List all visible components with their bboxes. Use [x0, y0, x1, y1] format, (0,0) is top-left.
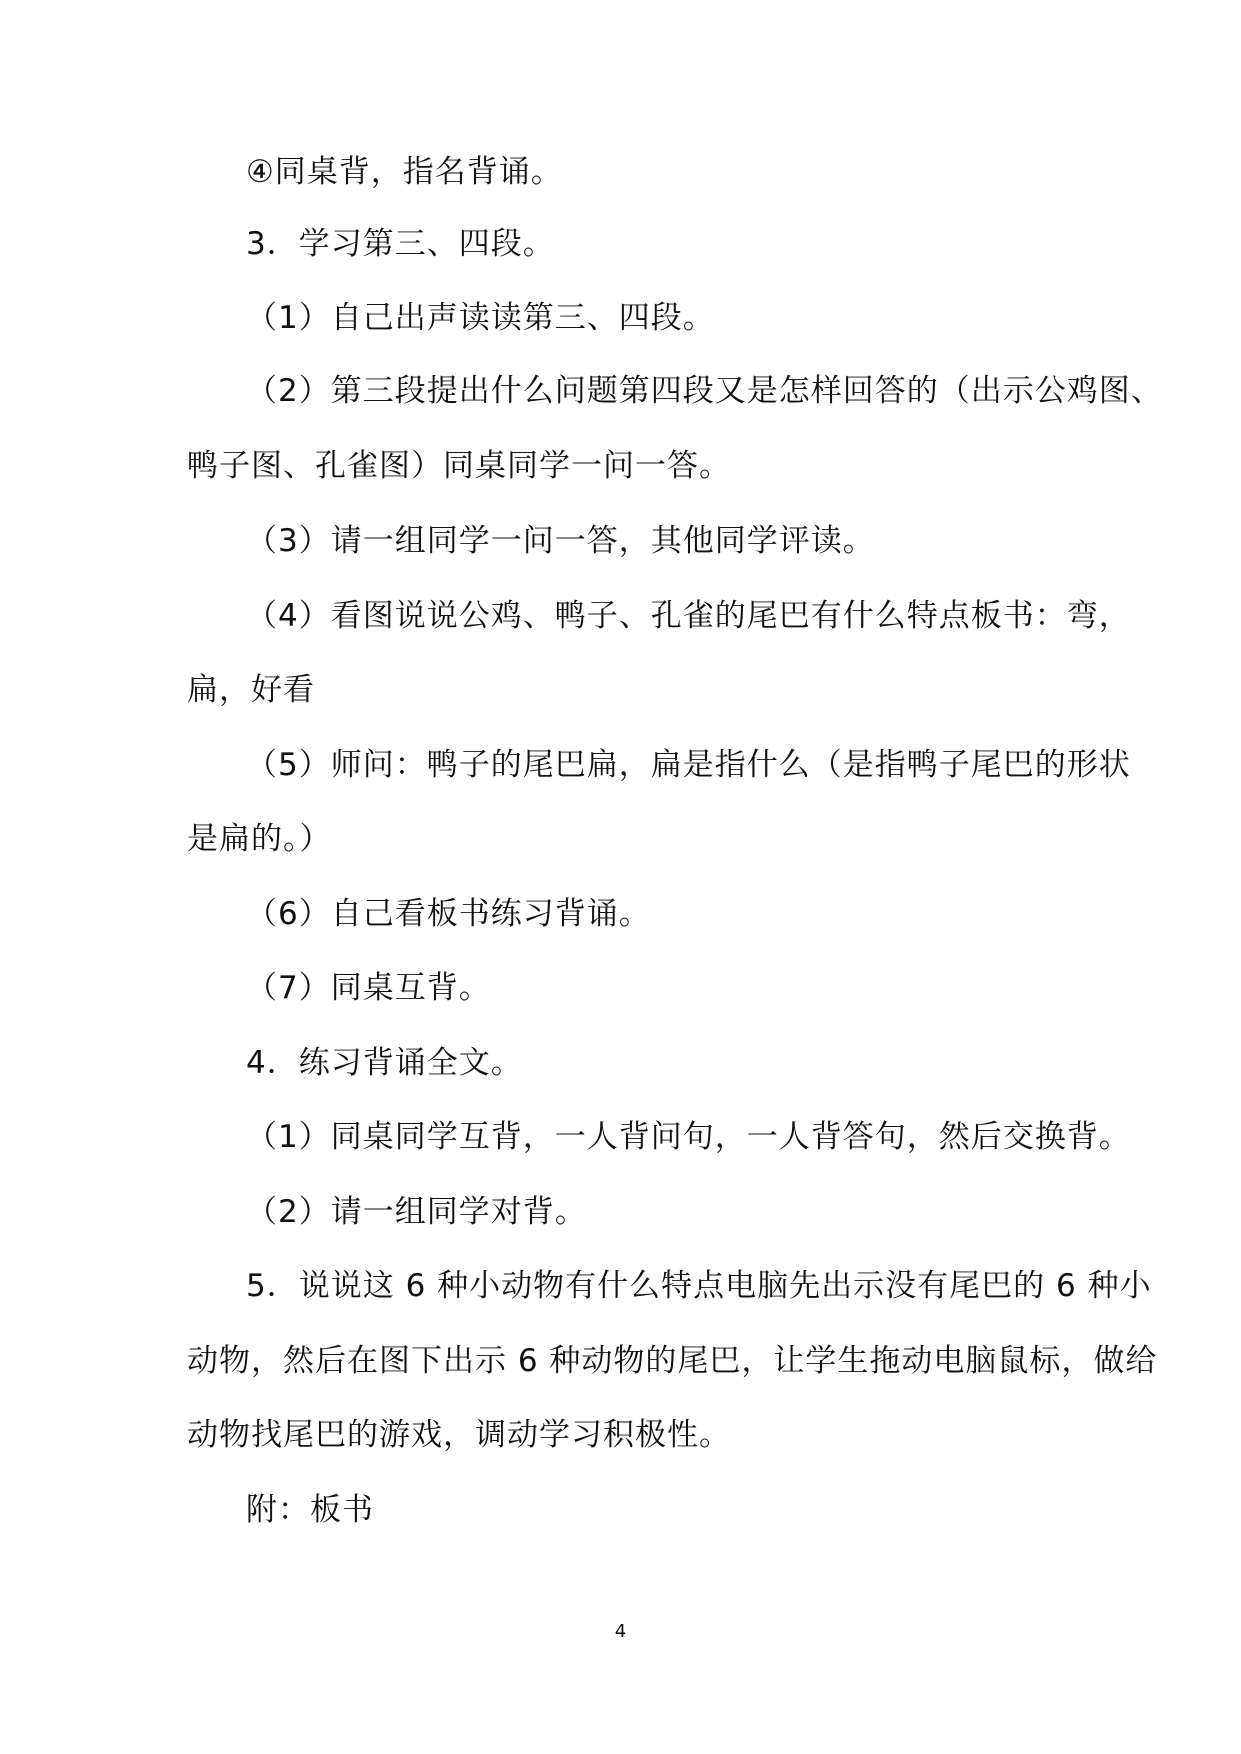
text-line-4: （2）第三段提出什么问题第四段又是怎样回答的（出示公鸡图、	[246, 373, 1163, 409]
text-line-6: （3）请一组同学一问一答，其他同学评读。	[246, 523, 875, 559]
text-line-9: （5）师问：鸭子的尾巴扁，扁是指什么（是指鸭子尾巴的形状	[246, 747, 1131, 783]
text-line-10: 是扁的。）	[187, 821, 332, 857]
text-line-13: 4．练习背诵全文。	[246, 1045, 523, 1081]
text-line-19: 附：板书	[246, 1492, 374, 1528]
text-line-1: ④同桌背，指名背诵。	[246, 154, 563, 190]
text-line-3: （1）自己出声读读第三、四段。	[246, 300, 715, 336]
text-line-5: 鸭子图、孔雀图）同桌同学一问一答。	[187, 448, 731, 484]
page-number: 4	[614, 1621, 627, 1642]
text-line-18: 动物找尾巴的游戏，调动学习积极性。	[187, 1417, 731, 1453]
text-line-8: 扁，好看	[187, 672, 315, 708]
text-line-16: 5．说说这 6 种小动物有什么特点电脑先出示没有尾巴的 6 种小	[246, 1268, 1152, 1304]
text-line-15: （2）请一组同学对背。	[246, 1194, 587, 1230]
text-line-17: 动物，然后在图下出示 6 种动物的尾巴，让学生拖动电脑鼠标，做给	[187, 1343, 1158, 1379]
text-line-11: （6）自己看板书练习背诵。	[246, 896, 651, 932]
text-line-12: （7）同桌互背。	[246, 970, 491, 1006]
text-line-2: 3．学习第三、四段。	[246, 226, 555, 262]
text-line-14: （1）同桌同学互背，一人背问句，一人背答句，然后交换背。	[246, 1119, 1131, 1155]
text-line-7: （4）看图说说公鸡、鸭子、孔雀的尾巴有什么特点板书：弯，	[246, 598, 1131, 634]
